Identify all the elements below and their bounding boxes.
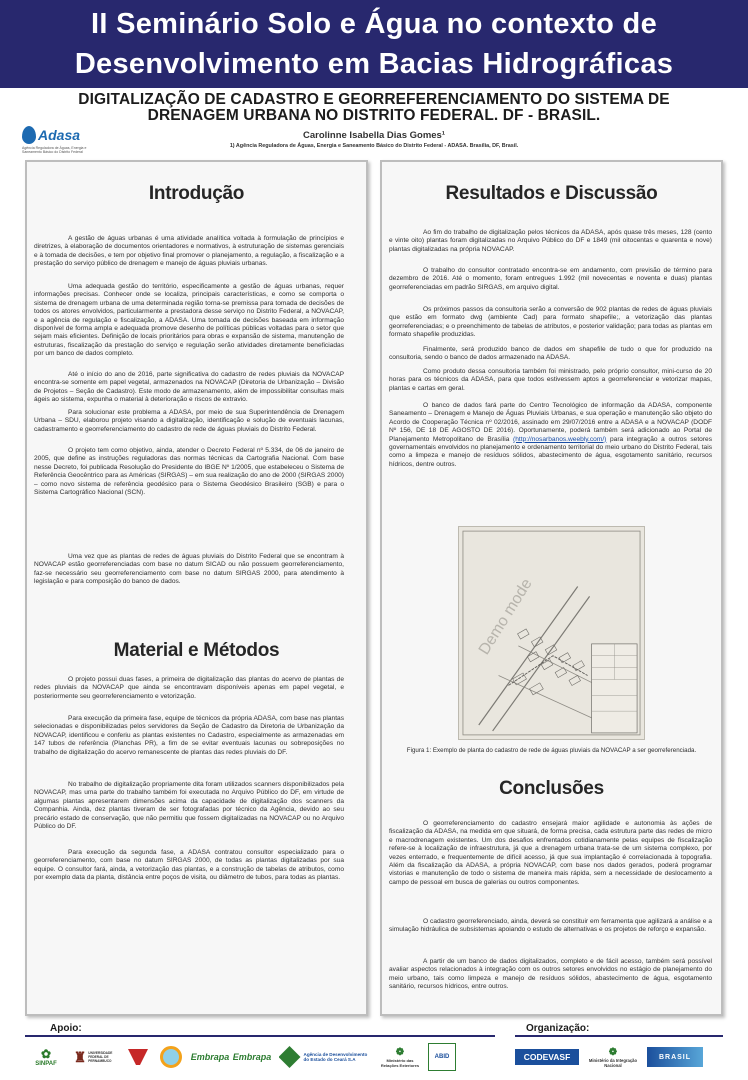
adasa-logo-name: Adasa [38, 127, 81, 143]
intro-paragraph: Até o início do ano de 2016, parte significativa do cadastro de redes pluviais da NOVACAP encontra-se somente em papel vegetal, armazenados na NOVACAP (Diretoria de Urbanização – Divisão de Projetos – Seção de Cadastro). Este modo de armazenamento, além de impossibilitar consultas mais ágeis ao sistema, expunha o material à deterioração e riscos de extravio. [34, 371, 344, 404]
results-paragraph: O trabalho do consultor contratado encontra-se em andamento, com previsão de término para dezembro de 2016. Até o momento, foram entregues 1.992 (mil novecentas e noventa e duas) plantas georreferenciadas em padrão SIRGAS, em arquivo digital. [389, 267, 712, 291]
intro-paragraph: O projeto tem como objetivo, ainda, atender o Decreto Federal nº 5.334, de 06 de janeiro de 2005, que define as instruções reguladoras das normas técnicas da Cartografia Nacional. Com base nesse Decreto, foi publicada Resolução do Presidente do IBGE Nº 1/2005, que estabeleceu o Sistema de Referência Geocêntrico para as Américas (SIRGAS) – em sua realização do ano de 2000 (SIRGAS 2000) – como novo sistema de referência geodésico para o Sistema Geodésico Brasileiro (SGB) e para o Sistema Cartográfico Nacional (SCN). [34, 447, 344, 497]
intro-title: Introdução [148, 183, 245, 204]
author-affiliation: 1) Agência Reguladora de Águas, Energia e Saneamento Básico do Distrito Federal - ADASA. Brasília, DF, Brasil. [229, 143, 519, 149]
organization-divider [515, 1035, 723, 1037]
title-banner [0, 0, 748, 88]
methods-paragraph: Para execução da segunda fase, a ADASA contratou consultor especializado para o georreferenciamento, com base no datum SIRGAS 2000, de todas as plantas digitalizadas por sua equipe. O consultor fará, ainda, a vetorização das plantas, e a construção de tabelas de atributos, como por exemplo data da planta, distância entre poços de visita, ou diâmetro de tubos, para todas as plantas. [34, 849, 344, 882]
methods-title: Material e Métodos [113, 640, 280, 661]
results-paragraph: Os próximos passos da consultoria serão a conversão de 902 plantas de redes de águas pluviais que estão em formato dwg (ambiente Cad) para formato shapefile;, a vetorização das plantas georreferenciadas; e o preenchimento de tabelas de atributos, e posterior validação; para todas as plantas em formato shapefile produzidas. [389, 306, 712, 339]
ufrpe-logo [126, 1045, 150, 1069]
methods-paragraph: O projeto possui duas fases, a primeira de digitalização das plantas do acervo de plantas de redes pluviais da NOVACAP que ainda se encontravam disponíveis apenas em papel vegetal, e posteriormente seu georreferenciamento e vetorização. [34, 676, 344, 700]
intro-paragraph: Uma adequada gestão do território, especificamente a gestão de águas urbanas, requer informações precisas. Conhecer onde se localiza, principais características, e como se comporta o sistema de drenagem urbana de uma determinada região torna-se premissa para tomada de decisões de todos os atores envolvidos, particularmente a prestadora desse serviço no Distrito Federal, a NOVACAP, e a agência de regulação e fiscalização, a ADASA. Uma tomada de decisões baseada em informação disponível de forma ampla e adequada promove desenho de políticas públicas voltadas para o setor que sejam mais eficientes. Definição de locais prioritários para obras e expansão de sistema, manutenção de estruturas, fiscalização da prestação do serviço e regulação serão atividades diretamente beneficiadas por um banco de dados completo. [34, 283, 344, 358]
author-name: Carolinne Isabella Dias Gomes¹ [302, 130, 446, 141]
demo-mode-watermark: Demo mode [475, 575, 536, 658]
results-paragraph [389, 402, 712, 469]
paper-title [0, 92, 748, 124]
water-circle-logo [156, 1045, 186, 1069]
methods-paragraph: Para execução da primeira fase, equipe de técnicos da própria ADASA, com base nas plantas selecionadas e disponibilizadas pelos servidores da Seção de Cadastro da Diretoria de Urbanização da NOVACAP, identificou e conferiu as plantas existentes no Cadastro, especialmente as armazenadas em 147 tubos de referência (Planchas PR), a fim de se evitar eventuais lacunas ou sobreposições no trabalho de digitalização do acervo remanescente de plantas das redes pluviais do DF. [34, 715, 344, 756]
methods-paragraph: No trabalho de digitalização propriamente dita foram utilizados scanners disponibilizados pela NOVACAP, mas uma parte do trabalho também foi executada no Arquivo Público do DF, em virtude de algumas plantas apresentarem dimensões acima da capacidade de digitalização dos scanners da Companhia. Ainda, dez plantas tiveram de ser fotografadas por técnico da Agência, devido ao seu precário estado de conservação, que não permitiu que fossem digitalizadas na NOVACAP ou no Arquivo Público do DF. [34, 781, 344, 831]
portal-link[interactable]: (http://nosarbanos.weebly.com/) [513, 435, 607, 443]
drainage-plan-drawing [459, 527, 644, 739]
conclusions-paragraph: O georreferenciamento do cadastro ensejará maior agilidade e autonomia às ações de fiscalização da ADASA, na medida em que situará, de forma precisa, cada estrutura parte das redes de micro e macrodrenagem existentes. Um dos desafios enfrentados cotidianamente pelas equipes de fiscalização refere-se à localização de infraestrutura, já que a drenagem urbana trata-se de um sistema complexo, por vezes enterrado, e frequentemente de difícil acesso, já que sua implantação é correlacionada à topografia. Além da fiscalização da ADASA, a própria NOVACAP, com base nos dados gerados, poderá programar vistorias e manutenção de todo o sistema de maneira mais rápida, sem a necessidade de deslocamento a campo de pessoal em busca de galerias ou outros componentes. [389, 820, 712, 886]
abid-logo: ABID [428, 1043, 456, 1071]
brasil-logo: BRASIL [647, 1047, 703, 1067]
codevasf-logo: CODEVASF [515, 1049, 579, 1065]
support-divider [25, 1035, 495, 1037]
results-paragraph: Ao fim do trabalho de digitalização pelos técnicos da ADASA, após quase três meses, 128 (cento e vinte oito) plantas foram digitalizadas no Arquivo Público do DF e 1849 (mil oitocentas e quarenta e nove) plantas digitalizadas na própria NOVACAP. [389, 229, 712, 253]
figure-caption: Figura 1: Exemplo de planta do cadastro de rede de águas pluviais da NOVACAP a ser georreferenciada. [406, 747, 697, 754]
embrapa-logo-2: Embrapa [232, 1052, 272, 1062]
support-label: Apoio: [50, 1023, 82, 1034]
mre-logo: ❁ Ministério das Relações Exteriores [380, 1046, 420, 1068]
seminar-title-line-1: II Seminário Solo e Água no contexto de [91, 8, 657, 40]
paper-title-line-2: DRENAGEM URBANA NO DISTRITO FEDERAL. DF - BRASIL. [147, 107, 601, 124]
conclusions-paragraph: A partir de um banco de dados digitalizados, completo e de fácil acesso, também será possível avaliar aspectos relacionados à integração com os outros setores envolvidos no estágio de planejamento do meio urbano, tais como limpeza e manejo de resíduos sólidos, abastecimento de água, esgotamento sanitário, recursos hídricos, entre outros. [389, 958, 712, 991]
intro-paragraph: A gestão de águas urbanas é uma atividade analítica voltada à formulação de princípios e diretrizes, à elaboração de documentos orientadores e normativos, à estruturação de sistemas gerenciais e à tomada de decisões, e tem por objetivo final promover o planejamento, a regulação, a fiscalização e a prestação do serviço público de drenagem e manejo de águas pluviais urbanas. [34, 235, 344, 268]
sinpaf-logo: ✿ SINPAF [35, 1047, 57, 1067]
organization-logos [515, 1040, 725, 1074]
organization-label: Organização: [526, 1023, 590, 1034]
paper-title-line-1: DIGITALIZAÇÃO DE CADASTRO E GEORREFERENCIAMENTO DO SISTEMA DE [78, 91, 670, 108]
adece-logo: Agência de Desenvolvimento do Estado do Ceará S.A [276, 1045, 372, 1069]
support-logos [30, 1040, 500, 1074]
intro-paragraph: Uma vez que as plantas de redes de águas pluviais do Distrito Federal que se encontram à NOVACAP estão georreferenciadas com base no datum SICAD ou não possuem georreferenciamento, faz-se necessário seu georreferenciamento com base no datum SIRGAS 2000, para atendimento à legislação e para composição do banco de dados. [34, 553, 344, 586]
intro-paragraph: Para solucionar este problema a ADASA, por meio de sua Superintendência de Drenagem Urbana – SDU, elaborou projeto visando a digitalização, identificação e solução de eventuais lacunas, cadastramento e georreferenciamento do cadastro de rede de águas pluviais do Distrito Federal. [34, 409, 344, 433]
ministerio-integracao-logo: ❁ Ministério da Integração Nacional [588, 1046, 638, 1068]
adasa-logo-tagline: Agência Reguladora de Águas, Energia e Saneamento Básico do Distrito Federal [22, 146, 87, 154]
drainage-plan-figure [458, 526, 645, 740]
conclusions-paragraph: O cadastro georreferenciado, ainda, deverá se constituir em ferramenta que agilizará a análise e a simulação hidráulica de subsistemas apoiando o estudo de alternativas e os projetos de reforço e expansão. [389, 918, 712, 934]
seminar-title-line-2: Desenvolvimento em Bacias Hidrográficas [74, 48, 674, 80]
results-paragraph-text: O banco de dados fará parte do Centro Tecnológico de informação da ADASA, componente Saneamento – Drenagem e Manejo de Águas Pluviais Urbanas, e sua operação e manutenção são objeto do Acordo de Cooperação Técnica nº 02/2016, assinado em 29/07/2016 entre a ADASA e a NOVACAP (DODF Nº 156, DE 18 DE AGOSTO DE 2016). Oportunamente, poderá também será adicionado ao Portal de Planejamento Metropolitano de Brasília [389, 402, 712, 443]
results-paragraph-continuation: para integração a outros setores governamentais envolvidos no planejamento e ordenamento territorial do meio urbano do Distrito Federal, tais como a limpeza e manejo de resíduos sólidos, abastecimento de água, esgotamento sanitário, recursos hídricos, dentre outros. [389, 435, 713, 468]
conclusions-title: Conclusões [499, 778, 604, 799]
results-paragraph: Finalmente, será produzido banco de dados em shapefile de tudo o que for produzido na consultoria, sendo o banco de dados armazenado na ADASA. [389, 346, 712, 362]
embrapa-logo-1: Embrapa [190, 1052, 230, 1062]
results-title: Resultados e Discussão [445, 183, 658, 204]
ufpe-logo: ♜ UNIVERSIDADE FEDERAL DE PERNAMBUCO [73, 1048, 113, 1065]
results-paragraph: Como produto dessa consultoria também foi ministrado, pelo próprio consultor, mini-curso de 20 horas para os técnicos da ADASA, para que todos estivessem aptos a georreferenciar e vetorizar mapas, plantas e cartas em geral. [389, 368, 712, 392]
